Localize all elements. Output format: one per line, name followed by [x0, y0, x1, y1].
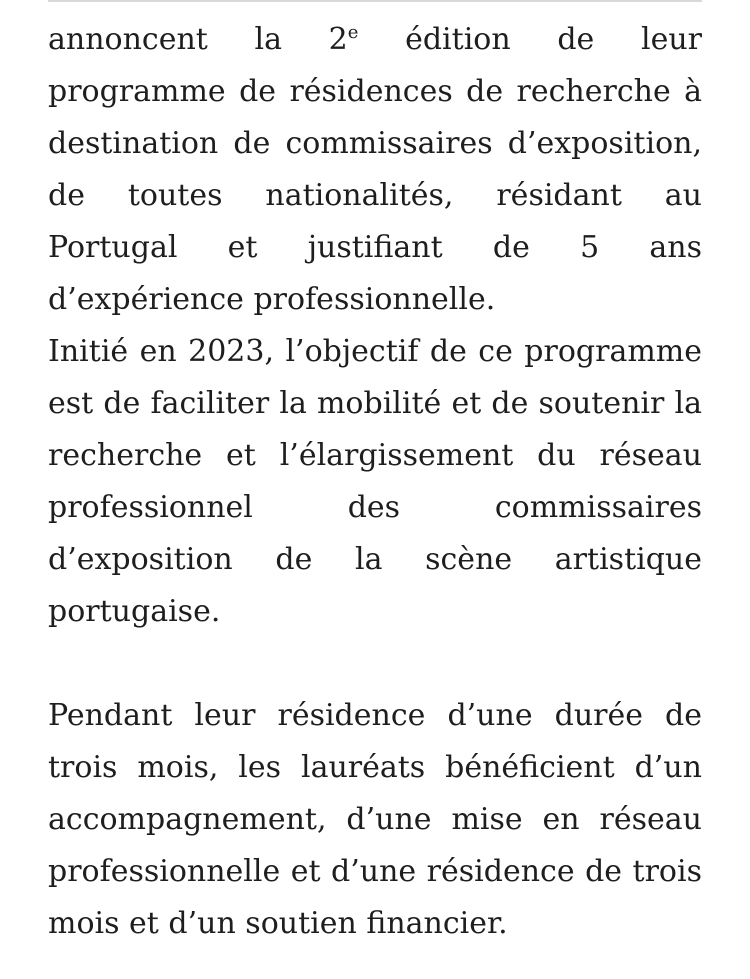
paragraph-program-objective: Initié en 2023, l’objectif de ce programme est de faciliter la mobilité et de soutenir la recherche et l’élargissement du réseau professionnel des commissaires d’exposition de la scène artistique portugaise. — [48, 334, 702, 629]
paragraph-residency-benefits: Pendant leur résidence d’une durée de trois mois, les lauréats bénéficient d’un accompagnement, d’une mise en réseau professionnelle et d’une résidence de trois mois et d’un soutien financier. — [48, 698, 702, 941]
paragraph-edition-announcement — [48, 14, 702, 326]
paragraph-1-text-end: édition de leur programme de résidences de recherche à destination de commissaires d’exposition, de toutes nationalités, résidant au Portugal et justifiant de 5 ans d’expérience professionnelle. — [48, 22, 702, 317]
article-body — [48, 14, 702, 950]
top-divider — [48, 0, 702, 2]
paragraph-1-text-start: annoncent la 2 — [48, 22, 348, 57]
ordinal-superscript: e — [347, 22, 359, 43]
